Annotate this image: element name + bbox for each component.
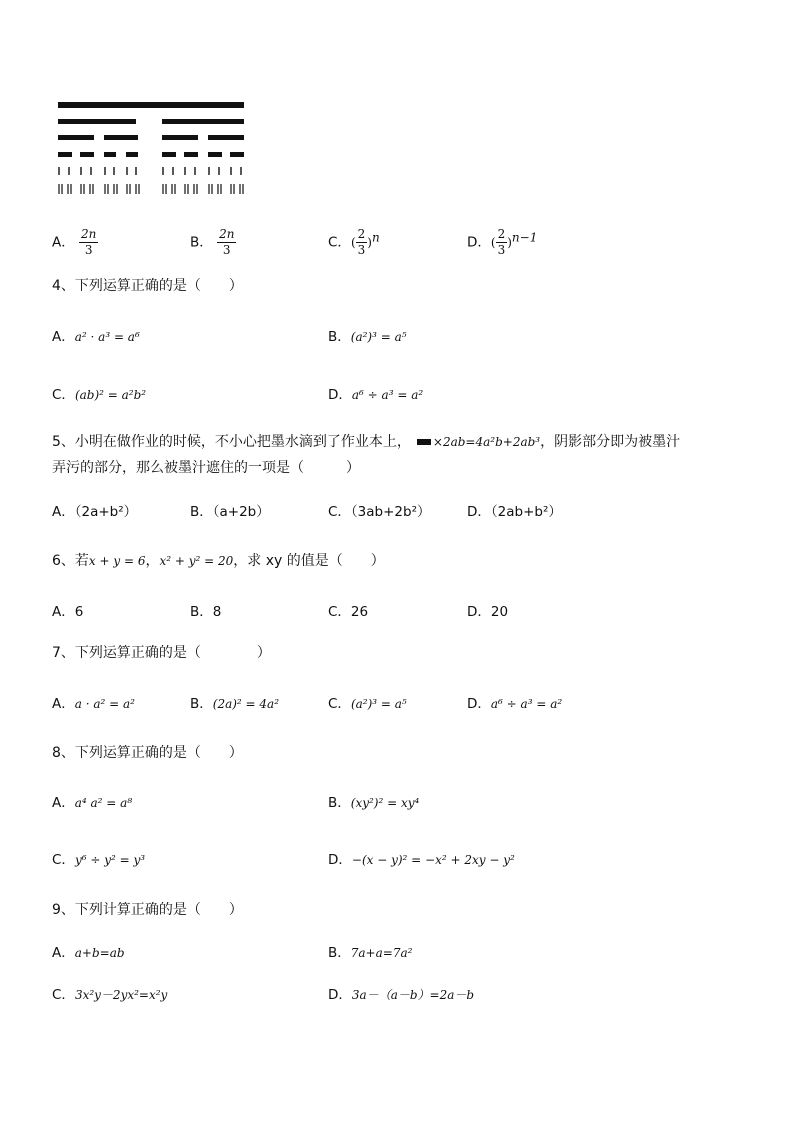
q4-option-b[interactable]: B．(a²)³ = a⁵ [328,329,407,345]
q8-option-a[interactable]: A．a⁴ a² = a⁸ [52,795,133,811]
q5-option-d[interactable]: D．（2ab+b²） [467,504,562,520]
q8-option-d[interactable]: D．−(x − y)² = −x² + 2xy − y² [328,852,515,868]
q4-option-c[interactable]: C．(ab)² = a²b² [52,387,147,403]
question-5-stem: 5、小明在做作业的时候，不小心把墨水滴到了作业本上， ×2ab=4a²b+2ab³，阴影部分即为被墨汁 [52,434,681,450]
fraction: $\frac{2n}{3}$ [219,227,235,257]
q3-option-b[interactable]: B． $\frac{2n}{3}$ [190,227,235,257]
q3-option-c[interactable]: C．( $\frac{2}{3}$ )$^n$ [328,227,380,257]
q9-option-c[interactable]: C．3x²y－2yx²=x²y [52,987,168,1003]
q4-option-a[interactable]: A．a² · a³ = a⁶ [52,329,140,345]
q8-option-b[interactable]: B．(xy²)² = xy⁴ [328,795,420,811]
q7-option-c[interactable]: C．(a²)³ = a⁵ [328,696,407,712]
q3-option-a[interactable]: A． $\frac{2n}{3}$ [52,227,97,257]
q7-option-b[interactable]: B．(2a)² = 4a² [190,696,280,712]
q9-option-d[interactable]: D．3a－（a－b）=2a－b [328,987,475,1003]
q6-option-b[interactable]: B．8 [190,604,222,620]
question-9-stem: 9、下列计算正确的是（ ） [52,902,243,918]
q6-option-c[interactable]: C．26 [328,604,369,620]
q5-option-c[interactable]: C．（3ab+2b²） [328,504,431,520]
q7-option-d[interactable]: D．a⁶ ÷ a³ = a² [467,696,563,712]
q7-option-a[interactable]: A．a · a² = a² [52,696,135,712]
question-4-stem: 4、下列运算正确的是（ ） [52,278,243,294]
fraction: $\frac{2}{3}$ [357,227,366,257]
question-6-stem: 6、若x + y = 6，x² + y² = 20，求 xy 的值是（ ） [52,553,385,569]
fraction: $\frac{2}{3}$ [497,227,506,257]
q4-option-d[interactable]: D．a⁶ ÷ a³ = a² [328,387,424,403]
fraction: $\frac{2n}{3}$ [81,227,97,257]
question-8-stem: 8、下列运算正确的是（ ） [52,745,243,761]
q9-option-a[interactable]: A．a+b=ab [52,945,125,961]
q5-option-b[interactable]: B．（a+2b） [190,504,270,520]
question-7-stem: 7、下列运算正确的是（ ） [52,645,271,661]
q3-option-d[interactable]: D．( $\frac{2}{3}$ )$^{n-1}$ [467,227,538,257]
ink-blot-icon [417,439,431,445]
q9-option-b[interactable]: B．7a+a=7a² [328,945,413,961]
q5-option-a[interactable]: A．（2a+b²） [52,504,138,520]
segment-division-figure [56,100,246,196]
question-5-stem-line2: 弄污的部分，那么被墨汁遮住的一项是（ ） [52,460,360,476]
q6-option-a[interactable]: A．6 [52,604,84,620]
q6-option-d[interactable]: D．20 [467,604,509,620]
q8-option-c[interactable]: C．y⁶ ÷ y² = y³ [52,852,146,868]
